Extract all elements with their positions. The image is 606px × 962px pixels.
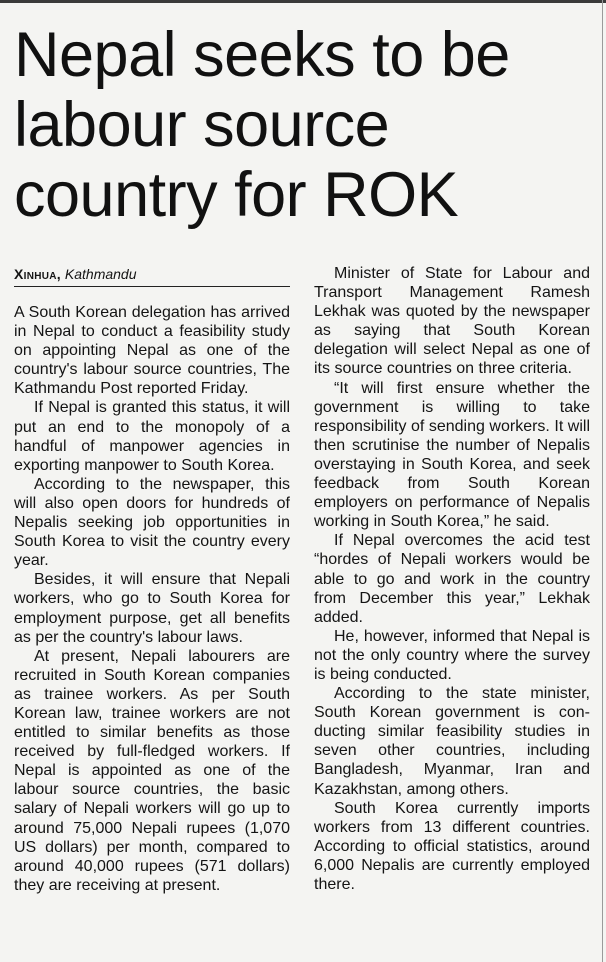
paragraph: According to the newspaper, this will also open doors for hundreds of Nepalis seeking job opportunities in South Korea to visit the country every year.	[14, 475, 290, 570]
byline-agency: Xinhua,	[14, 266, 61, 282]
paragraph: If Nepal is granted this status, it will put an end to the monopoly of a handful of manpower agencies in exporting manpower to South Korea.	[14, 399, 290, 474]
paragraph: A South Korean delegation has arrived in Nepal to conduct a feasibility study on appointing Nepal as one of the country's labour source countries, The Kathmandu Post reported Friday.	[14, 304, 290, 398]
byline-rule	[14, 286, 290, 287]
right-column	[314, 264, 590, 894]
right-border	[602, 0, 603, 962]
byline	[14, 266, 137, 283]
paragraph: “It will first ensure whether the government is willing to take responsibility of sending workers. It will then scrutinise the number of Nepalis overstaying in South Korea, and seek feedback from South Korean employers on performance of Nepalis working in South Korea,” he said.	[314, 379, 590, 531]
left-column	[14, 303, 290, 895]
paragraph: South Korea currently imports workers from 13 different countries. According to official statistics, around 6,000 Nepalis are currently employed there.	[314, 799, 590, 893]
byline-place: Kathmandu	[64, 266, 137, 282]
top-border	[0, 0, 606, 3]
paragraph: According to the state minister, South Korean government is conducting similar feasibility studies in seven other countries, including Bangladesh, Myanmar, Iran and Kazakhstan, among others.	[314, 685, 590, 798]
paragraph: Minister of State for Labour and Transport Management Ramesh Lekhak was quoted by the newspaper as saying that South Korean delegation will select Nepal as one of its source countries on three criteria.	[314, 265, 590, 378]
headline: Nepal seeks to be labour source country for ROK	[14, 20, 510, 230]
paragraph: If Nepal overcomes the acid test “hordes of Nepali workers would be able to go and work in the country from December this year,” Lekhak added.	[314, 532, 590, 626]
paragraph: At present, Nepali labourers are recruited in South Korean companies as trainee workers. As per South Korean law, trainee workers are not entitled to similar benefits as those received by full-fledged workers. If Nepal is appointed as one of the labour source countries, the basic salary of Nepali workers will go up to around 75,000 Nepali rupees (1,070 US dollars) per month, compared to around 40,000 rupees (571 dollars) they are receiving at present.	[14, 647, 290, 894]
paragraph: He, however, informed that Nepal is not the only country where the survey is being conducted.	[314, 627, 590, 683]
paragraph: Besides, it will ensure that Nepali workers, who go to South Korea for employment purpose, get all benefits as per the country's labour laws.	[14, 571, 290, 646]
